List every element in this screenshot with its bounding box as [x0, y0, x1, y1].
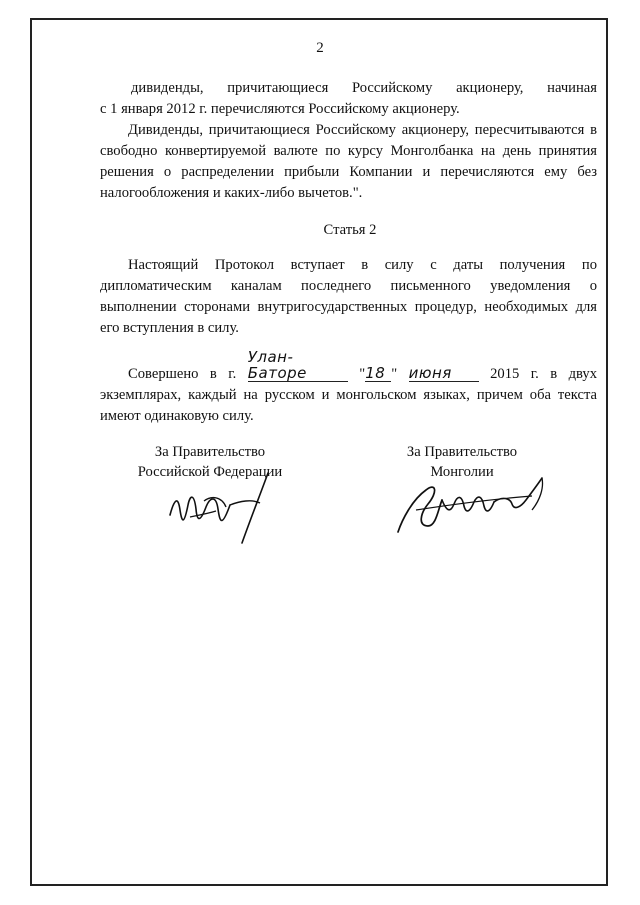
- signature-label-russia-line2: Российской Федерации: [137, 464, 283, 480]
- closing-year: 2015 г. в двух: [490, 366, 598, 382]
- paragraph-1-line-1: дивиденды, причитающиеся Российскому акционеру, начиная: [131, 80, 597, 96]
- page-number: 2: [316, 40, 324, 56]
- signature-russia: [160, 465, 280, 545]
- closing-prefix: Совершено в г.: [128, 366, 237, 382]
- handwritten-city: Улан-Баторе: [248, 349, 348, 382]
- closing-paragraph: Совершено в г. Улан-Баторе "18 " июня 2015 г. в двух экземплярах, каждый на русском и монгольском языках, причем оба текста имеют одинаковую силу.: [100, 348, 598, 424]
- signature-label-mongolia-line2: Монголии: [430, 464, 494, 480]
- paragraph-1-line-2: с 1 января 2012 г. перечисляются Российскому акционеру.: [100, 101, 460, 117]
- paragraph-2: Дивиденды, причитающиеся Российскому акционеру, пересчитываются в свободно конвертируемой валюте по курсу Монголбанка на день принятия решения о распределении прибыли Компании и перечисляются ему без налогообложения и каких-либо вычетов.".: [100, 122, 597, 201]
- signature-label-russia-line1: За Правительство: [154, 444, 266, 460]
- signature-mongolia: [392, 470, 552, 540]
- paragraph-3: Настоящий Протокол вступает в силу с даты получения по дипломатическим каналам последнего письменного уведомления о выполнении сторонами внутригосударственных процедур, необходимых для его вступления в силу.: [100, 257, 597, 336]
- handwritten-day: 18: [365, 365, 391, 382]
- signature-label-mongolia-line1: За Правительство: [406, 444, 518, 460]
- handwritten-month: июня: [409, 365, 479, 382]
- closing-rest: экземплярах, каждый на русском и монгольском языках, причем оба текста имеют одинаковую силу.: [100, 387, 597, 424]
- article-heading: Статья 2: [323, 222, 377, 238]
- document-body: [100, 78, 598, 427]
